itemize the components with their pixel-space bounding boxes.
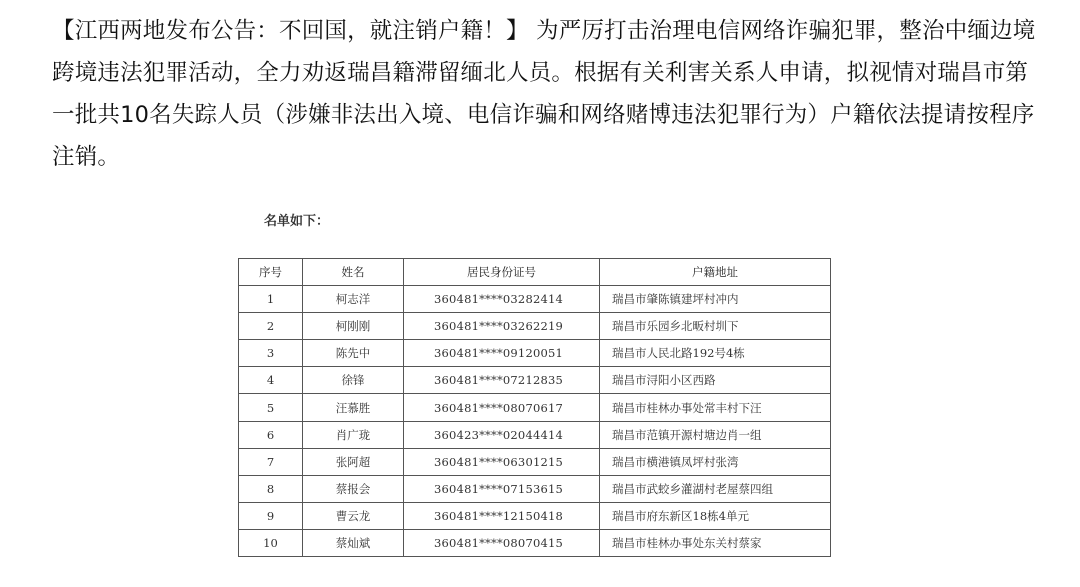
table-row [239,340,831,367]
table-row [239,475,831,502]
header-name: 姓名 [303,259,404,286]
cell-address: 瑞昌市武蛟乡灌湖村老屋蔡四组 [600,475,831,502]
cell-id-number: 360481****08070617 [404,394,600,421]
table-row [239,313,831,340]
cell-id-number: 360481****12150418 [404,502,600,529]
cell-name: 陈先中 [303,340,404,367]
cell-address: 瑞昌市桂林办事处常丰村下汪 [600,394,831,421]
table-row [239,367,831,394]
table-row [239,394,831,421]
cell-address: 瑞昌市人民北路192号4栋 [600,340,831,367]
cell-name: 蔡报会 [303,475,404,502]
table-row [239,421,831,448]
cell-serial: 5 [239,394,303,421]
cell-address: 瑞昌市浔阳小区西路 [600,367,831,394]
cell-address: 瑞昌市横港镇凤坪村张湾 [600,448,831,475]
cell-address: 瑞昌市乐园乡北畈村圳下 [600,313,831,340]
cell-serial: 7 [239,448,303,475]
table-row [239,448,831,475]
cell-serial: 3 [239,340,303,367]
cell-id-number: 360481****07212835 [404,367,600,394]
cell-name: 曹云龙 [303,502,404,529]
missing-persons-table [238,258,831,557]
cell-serial: 1 [239,286,303,313]
cell-serial: 6 [239,421,303,448]
article-paragraph: 【江西两地发布公告：不回国，就注销户籍！】 为严厉打击治理电信网络诈骗犯罪，整治中缅边境跨境违法犯罪活动，全力劝返瑞昌籍滞留缅北人员。根据有关利害关系人申请，拟视情对瑞昌市第一批共10名失踪人员（涉嫌非法出入境、电信诈骗和网络赌博违法犯罪行为）户籍依法提请按程序注销。 [52,18,1036,170]
cell-id-number: 360481****09120051 [404,340,600,367]
cell-name: 张阿超 [303,448,404,475]
table-body [239,286,831,557]
cell-name: 徐锋 [303,367,404,394]
cell-id-number: 360481****07153615 [404,475,600,502]
cell-address: 瑞昌市府东新区18栋4单元 [600,502,831,529]
cell-name: 柯刚刚 [303,313,404,340]
cell-serial: 9 [239,502,303,529]
table-row [239,286,831,313]
cell-name: 柯志洋 [303,286,404,313]
header-address: 户籍地址 [600,259,831,286]
table-header-row [239,259,831,286]
table-row [239,502,831,529]
cell-id-number: 360481****03262219 [404,313,600,340]
roster-image [0,200,1080,587]
cell-serial: 8 [239,475,303,502]
cell-id-number: 360423****02044414 [404,421,600,448]
list-heading: 名单如下： [264,214,330,229]
cell-name: 汪慕胜 [303,394,404,421]
cell-serial: 4 [239,367,303,394]
table-row [239,529,831,556]
cell-id-number: 360481****06301215 [404,448,600,475]
header-serial: 序号 [239,259,303,286]
cell-address: 瑞昌市范镇开源村塘边肖一组 [600,421,831,448]
cell-serial: 10 [239,529,303,556]
header-id-number: 居民身份证号 [404,259,600,286]
cell-serial: 2 [239,313,303,340]
cell-name: 肖广珑 [303,421,404,448]
cell-id-number: 360481****03282414 [404,286,600,313]
cell-id-number: 360481****08070415 [404,529,600,556]
cell-address: 瑞昌市肇陈镇建坪村冲内 [600,286,831,313]
cell-address: 瑞昌市桂林办事处东关村蔡家 [600,529,831,556]
cell-name: 蔡灿斌 [303,529,404,556]
